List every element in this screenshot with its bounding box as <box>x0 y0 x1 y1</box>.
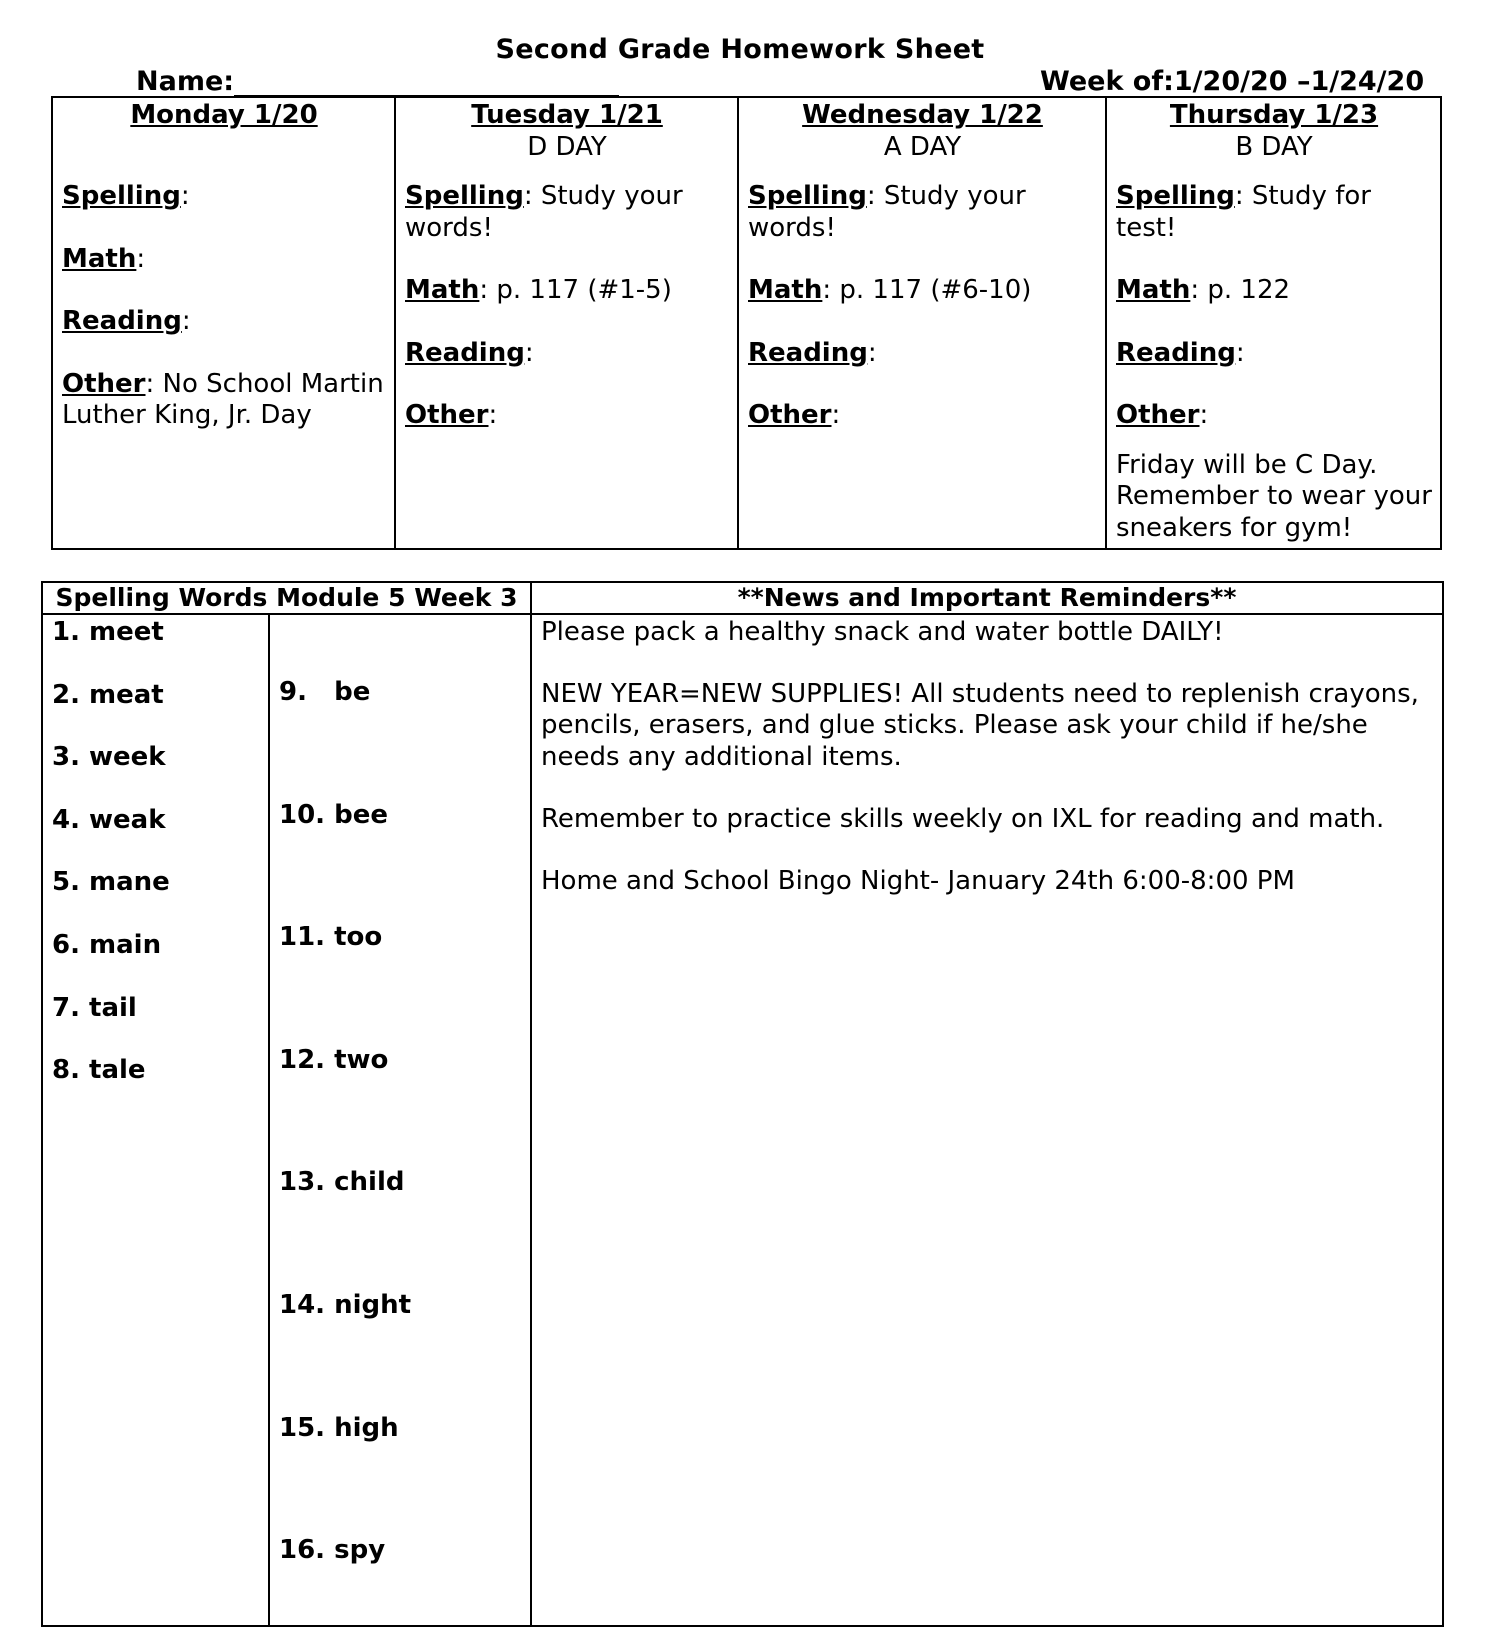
math-entry: Math: p. 122 <box>1116 275 1291 305</box>
news-item: NEW YEAR=NEW SUPPLIES! All students need to replenish crayons, pencils, erasers, and glue sticks. Please ask your child if he/she needs any additional items. <box>541 679 1419 772</box>
reading-entry: Reading: <box>405 337 534 368</box>
spelling-entry: Spelling: <box>62 181 190 211</box>
spelling-entry: Spelling: Study your words! <box>748 181 1026 243</box>
sheet-title: Second Grade Homework Sheet <box>495 34 985 65</box>
spelling-word: 13. child <box>279 1167 405 1198</box>
math-entry: Math: p. 117 (#1-5) <box>405 275 672 305</box>
day-type: D DAY <box>527 131 607 162</box>
name-line <box>136 66 619 97</box>
other-entry: Other: No School Martin Luther King, Jr. Day <box>62 368 384 430</box>
spelling-word: 10. bee <box>279 799 388 830</box>
spelling-word: 15. high <box>279 1412 399 1443</box>
spelling-word: 7. tail <box>52 992 137 1023</box>
day-heading: Thursday 1/23 <box>1169 100 1379 130</box>
friday-note: Friday will be C Day. Remember to wear your sneakers for gym! <box>1116 449 1432 543</box>
day-type <box>62 132 386 164</box>
math-entry: Math: p. 117 (#6-10) <box>748 275 1032 305</box>
spelling-word: 9. be <box>279 677 371 707</box>
spelling-entry: Spelling: Study for test! <box>1116 181 1371 243</box>
reading-entry: Reading: <box>1116 337 1245 368</box>
day-cell-tuesday <box>395 97 738 549</box>
spelling-entry: Spelling: Study your words! <box>405 181 683 243</box>
spelling-word: 3. week <box>52 742 166 773</box>
spelling-word: 14. night <box>279 1289 412 1320</box>
spelling-word: 1. meet <box>52 617 164 647</box>
day-cell-monday <box>52 97 395 549</box>
name-blank[interactable] <box>234 71 619 97</box>
math-entry: Math: <box>62 243 146 274</box>
spelling-word: 6. main <box>52 929 162 960</box>
day-type: A DAY <box>883 131 962 162</box>
reading-entry: Reading: <box>62 306 191 336</box>
spelling-and-news-table <box>41 581 1444 1627</box>
day-cell-thursday <box>1106 97 1441 549</box>
news-item: Please pack a healthy snack and water bottle DAILY! <box>541 617 1224 647</box>
other-entry: Other: <box>405 400 498 430</box>
news-item: Remember to practice skills weekly on IXL for reading and math. <box>541 803 1385 834</box>
spelling-word: 16. spy <box>279 1535 386 1566</box>
news-cell <box>531 614 1443 1626</box>
spelling-words-column-2 <box>269 614 531 1626</box>
day-cell-wednesday <box>738 97 1106 549</box>
reading-entry: Reading: <box>748 337 877 368</box>
spelling-words-column-1 <box>42 614 269 1626</box>
spelling-word: 4. weak <box>52 804 166 835</box>
spelling-word: 11. too <box>279 922 383 953</box>
day-type: B DAY <box>1235 131 1313 162</box>
spelling-word: 8. tale <box>52 1055 146 1086</box>
news-item: Home and School Bingo Night- January 24th 6:00-8:00 PM <box>541 866 1295 897</box>
other-entry: Other: <box>748 400 841 430</box>
spelling-word: 5. mane <box>52 867 170 898</box>
other-entry: Other: <box>1116 400 1209 430</box>
day-heading: Tuesday 1/21 <box>471 100 663 130</box>
week-of: Week of:1/20/20 –1/24/20 <box>1040 66 1425 97</box>
spelling-word: 12. two <box>279 1044 389 1075</box>
news-header: **News and Important Reminders** <box>531 582 1443 614</box>
day-heading: Monday 1/20 <box>130 100 318 130</box>
name-label: Name: <box>136 66 235 97</box>
spelling-word: 2. meat <box>52 679 164 710</box>
spelling-words-header: Spelling Words Module 5 Week 3 <box>42 582 531 614</box>
weekly-homework-table <box>51 96 1442 550</box>
day-heading: Wednesday 1/22 <box>802 100 1043 130</box>
